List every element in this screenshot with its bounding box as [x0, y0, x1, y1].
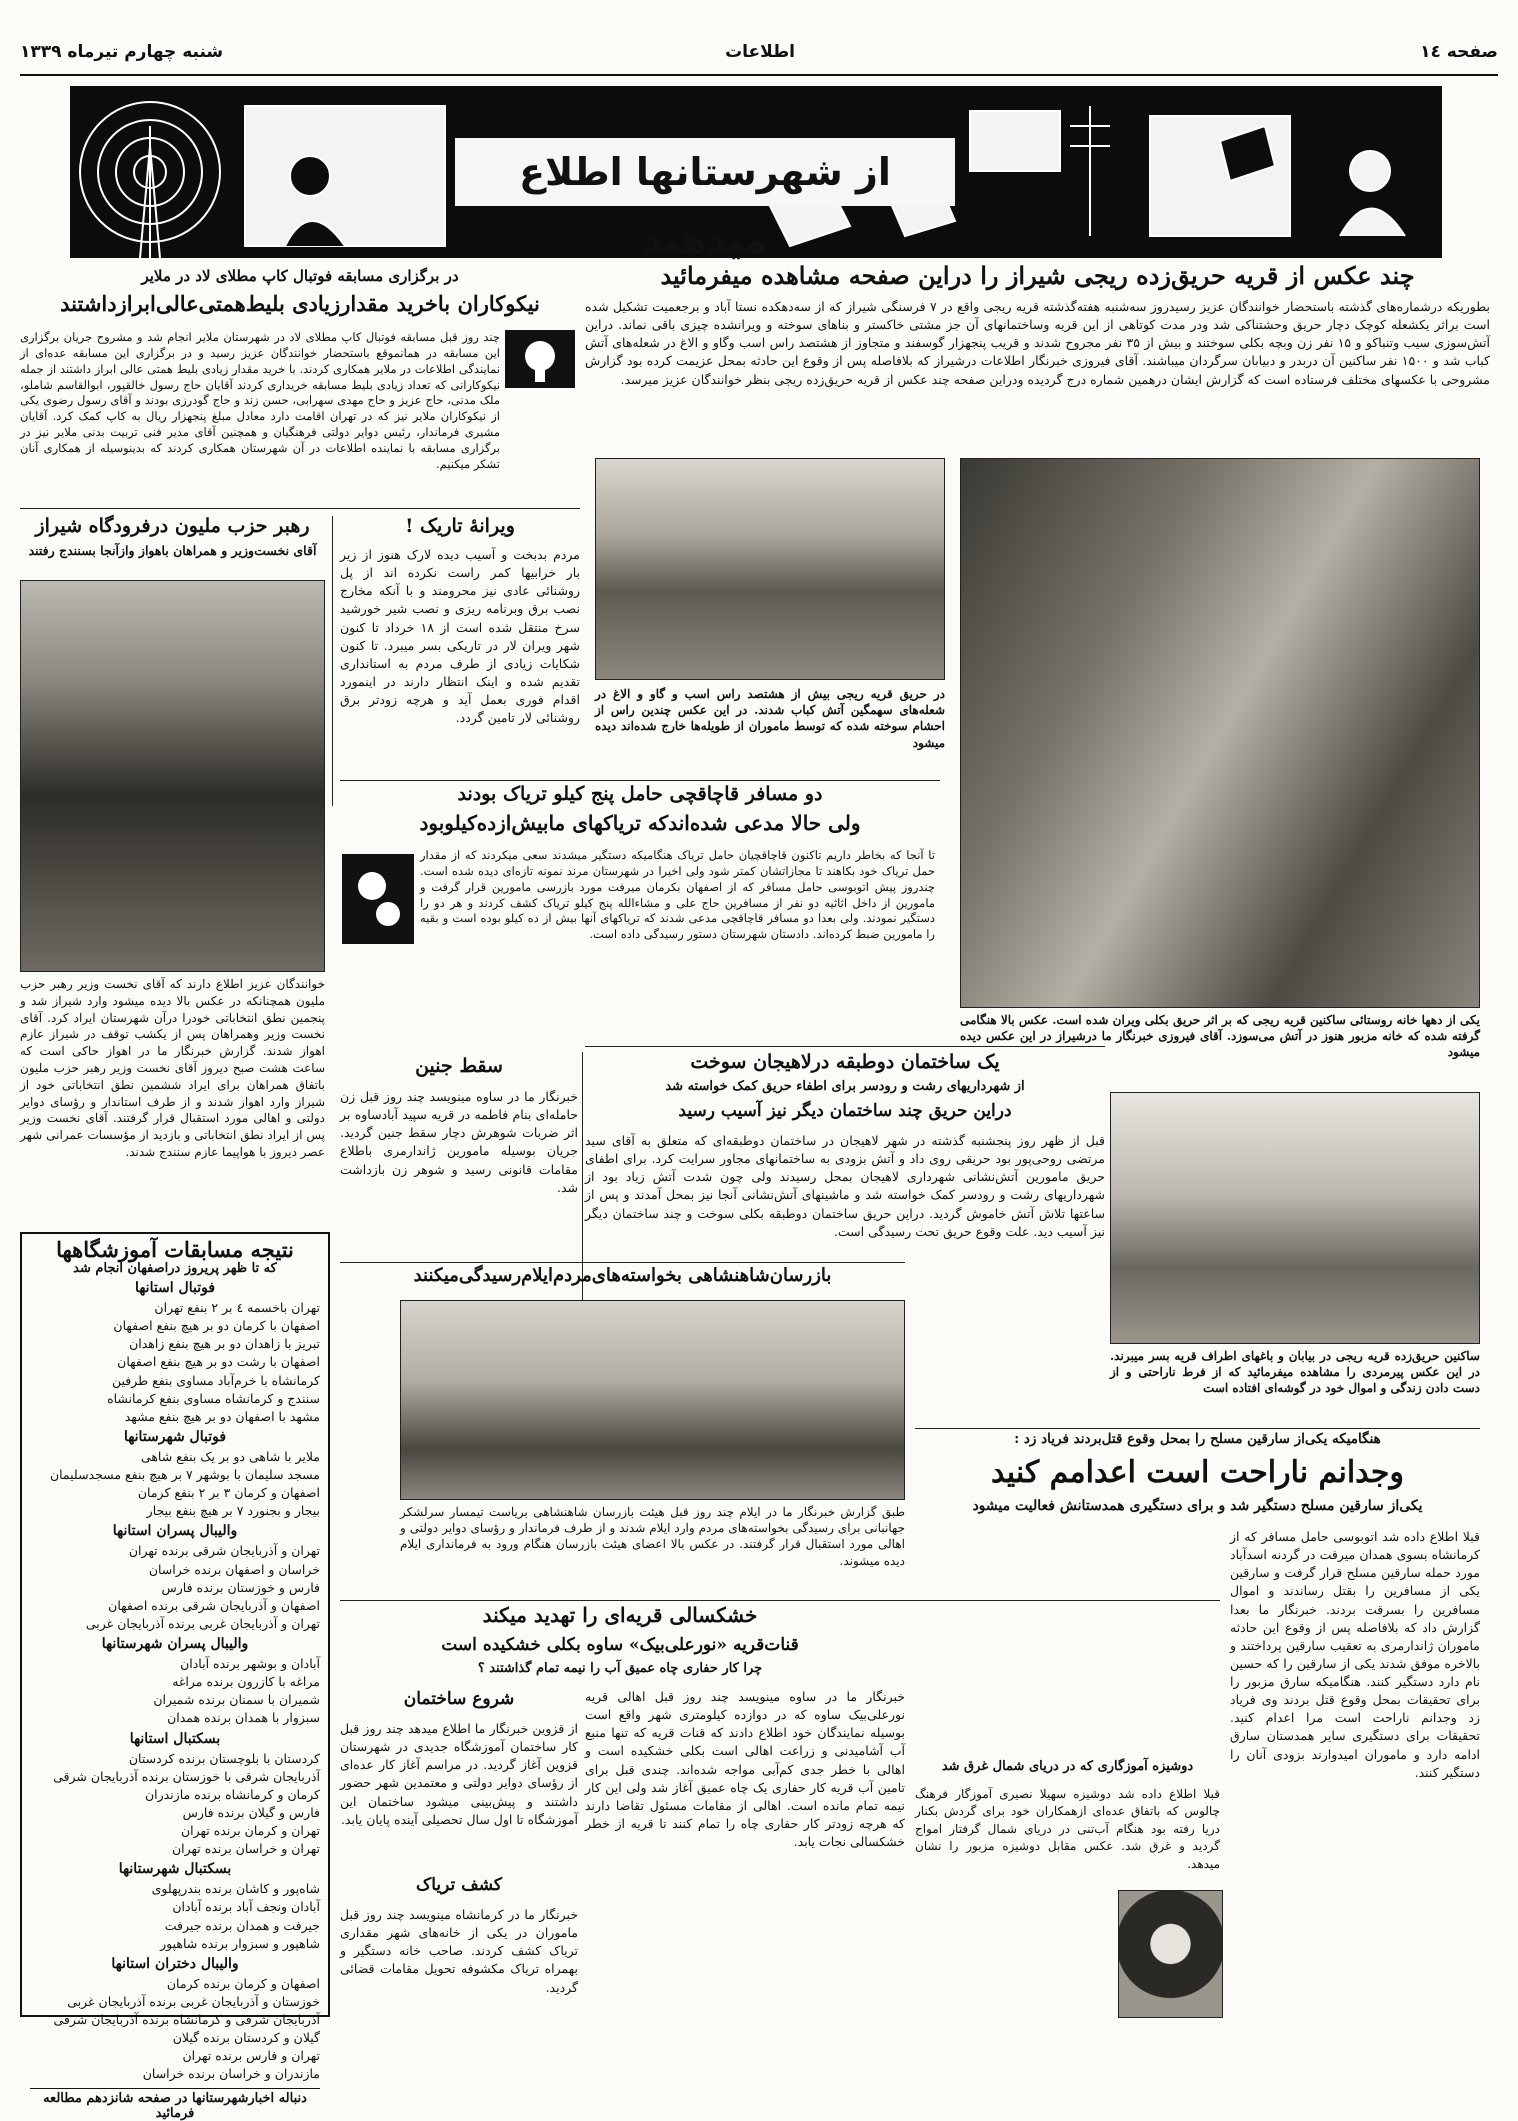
section-title: والیبال دختران استانها	[111, 1955, 239, 1972]
drowning-body: قبلا اطلاع داده شد دوشیزه سهیلا نصیری آموزگار فرهنگ چالوس که باتفاق عده‌ای ازهمکاران خود برای گردش بکنار دریا رفته بود هنگام آب‌تنی در دریای شمال گرفتار امواج گردید و غرق شد. عکس مقابل دوشیزه مزبور را نشان میدهد.	[915, 1787, 1220, 1871]
opium-cartoon	[342, 854, 414, 944]
cup-icon	[505, 330, 575, 388]
result-row: شاه‌پور و کاشان برنده بندرپهلوی	[151, 1881, 320, 1897]
drought-subhead-2: چرا کار حفاری چاه عمیق آب را نیمه تمام گذاشتند ؟	[477, 1661, 763, 1676]
result-row: اصفهان با کرمان دو بر هیچ بنفع اصفهان	[113, 1318, 320, 1334]
photo-ruined-house	[960, 458, 1480, 1008]
lahijan-headline: یک ساختمان دوطبقه درلاهیجان سوخت	[690, 1051, 1000, 1073]
section-title: بسکتبال شهرستانها	[118, 1861, 232, 1878]
photo-drowned-teacher	[1118, 1890, 1223, 2018]
divider	[340, 1262, 905, 1263]
construction-body: از قزوین خبرنگار ما اطلاع میدهد چند روز قبل کار ساختمان آموزشگاه جدیدی در شهرستان قزوین آغاز گردید. در مراسم آغاز کار عده‌ای از رؤسای دوایر دولتی و معتمدین شهر حضور داشتند و پیش‌بینی میشود ساختمان این آموزشگاه تا اول سال تحصیلی آینده پایان یابد.	[340, 1721, 578, 1827]
conscience-body: قبلا اطلاع داده شد اتوبوسی حامل مسافر که از کرمانشاه بسوی همدان میرفت در گردنه اسدآباد مورد حمله سارقین مسلح قرار گرفت و سارقین یکی از مسافرین را بقتل رساندند و اموال مسافرین را بسرقت بردند. خبرنگار ما بعدا گزارش داد که بلافاصله پس از وقوع این حادثه ماموران ژاندارمری به تعقیب سارقین پرداختند و بالاخره موفق شدند یکی از سارقین را که حسین نام دارد دستگیر کنند. هنگامیکه سارق مزبور را برای تحقیقات بمحل وقوع قتل بردند وی فریاد زد وجدانم ناراحت است مرا اعدام کنید. تحقیقات برای دستگیری سایر همدستان سارق ادامه دارد و ماموران امیدوارند بزودی آنان را دستگیر کنند.	[1230, 1529, 1480, 1780]
section-title: فوتبال شهرستانها	[123, 1428, 227, 1445]
result-row: خراسان و اصفهان برنده خراسان	[148, 1561, 320, 1577]
page-number: صفحه ١٤	[1420, 42, 1498, 62]
result-row: مراغه با کازرون برنده مراغه	[172, 1674, 320, 1690]
result-row: اصفهان با رشت دو بر هیچ بنفع اصفهان	[117, 1354, 320, 1370]
drought-subhead-1: قنات‌قریه «نورعلی‌بیک» ساوه بکلی خشکیده است	[441, 1635, 799, 1655]
lahijan-subhead-1: از شهرداریهای رشت و رودسر برای اطفاء حریق کمک خواسته شد	[665, 1079, 1025, 1094]
section-banner	[70, 86, 1442, 262]
result-row: آذربایجان شرقی با خوزستان برنده آذربایجان شرقی	[53, 1768, 320, 1784]
conscience-headline: وجدانم ناراحت است اعدامم کنید	[991, 1455, 1404, 1490]
divider	[340, 780, 940, 781]
pm-body: خوانندگان عزیز اطلاع دارند که آقای نخست وزیر رهبر حزب ملیون همچنانکه در عکس بالا دیده میشود وارد شیراز شد و پنجمین نطق انتخاباتی خودرا درآن شهرستان ایراد کرد. آقای نخست وزیر وهمراهان پس از یکشب توقف در شیراز عازم اهواز شدند. گزارش خبرنگار ما در اهواز حاکی است که ساعت هشت صبح دیروز آقای نخست وزیر رهبر حزب ملیون باتفاق همراهان برای ایراد ششمین نطق انتخاباتی خود از شیراز وارد اهواز شدند و از طرف استاندار و رؤسای دوایر دولتی و اهالی مورد استقبال قرار گرفتند. آقای نخست وزیر پس از ایراد نطق انتخاباتی و بازدید از مؤسسات عمرانی شهر عصر دیروز با هواپیما عازم سنندج شدند.	[20, 977, 325, 1159]
result-row: تهران باخسمه ٤ بر ٢ بنفع تهران	[154, 1300, 320, 1316]
caption-burned-livestock: در حریق قریه ریجی بیش از هشتصد راس اسب و گاو و الاغ در شعله‌های سهمگین آتش کباب شدند. در این عکس چندین راس از احشام سوخته شده که توسط ماموران از طویله‌ها خارج شده‌اند دیده میشود	[595, 687, 945, 750]
malayer-headline: نیکوکاران باخرید مقدارزیادی بلیط‌همتی‌عالی‌ابرازداشتند	[60, 291, 540, 316]
football-cup-logo	[505, 330, 575, 388]
result-row: سبزوار با همدان برنده همدان	[167, 1710, 320, 1726]
result-row: تبریز با زاهدان دو بر هیچ بنفع زاهدان	[129, 1336, 320, 1352]
result-row: تهران و آذربایجان شرقی برنده تهران	[128, 1543, 320, 1559]
result-row: تهران و خراسان برنده تهران	[171, 1841, 320, 1857]
result-row: اصفهان و کرمان برنده کرمان	[166, 1975, 320, 1991]
smugglers-kicker: دو مسافر قاچاقچی حامل پنج کیلو تریاک بودند	[457, 783, 823, 805]
conscience-kicker: هنگامیکه یکی‌از سارقین مسلح را بمحل وقوع قتل‌بردند فریاد زد :	[1014, 1431, 1381, 1447]
section-title: فوتبال استانها	[134, 1280, 216, 1297]
lahijan-subhead-2: دراین حریق چند ساختمان دیگر نیز آسیب رسید	[678, 1101, 1012, 1121]
school-matches-box	[20, 1232, 330, 2121]
result-row: اصفهان و آذربایجان شرقی برنده اصفهان	[108, 1597, 320, 1613]
result-row: مشهد با اصفهان دو بر هیچ بنفع مشهد	[124, 1408, 320, 1424]
smugglers-headline: ولی حالا مدعی شده‌اندکه تریاکهای مابیش‌ازده‌کیلوبود	[419, 811, 861, 835]
malayer-body: چند روز قبل مسابقه فوتبال کاپ مطلای لاد در شهرستان ملایر انجام شد و مشروح جریان برگزاری این مسابقه در همانموقع باستحضار خوانندگان عزیز رسید و در برگزاری این مسابقه عده‌ای از نمایندگی اطلاعات در ملایر همکاری کردند. با خرید مقدار زیادی بلیط همتی عالی ابراز داشتند از جمله نیکوکارانی که تعداد زیادی بلیط مسابقه خریداری کردند آقایان حاج رسول خالقپور، ابوالقاسم شاملو، ملک مدنی، حاج عزیز و حاج مهدی سهرابی، حسن زند و حاج گودرزی بودند و آقای رسول رضوی یکی از نیکوکاران ملایر نیز که در تهران اقامت دارد معادل مبلغ پنجهزار ریال به کاپ کمک کرد. آقایان مشیری فرماندار، رئیس دوایر دولتی فرهنگیان و همچنین آقای مدیر فنی تربیت بدنی ملایر نیز در برگزاری مسابقه با نماینده اطلاعات در آن شهرستان همکاری کردند که بدینوسیله از همکاری آنان تشکر میکنیم.	[20, 330, 500, 471]
caption-ruined-house: یکی از دهها خانه روستائی ساکنین قریه ریجی که بر اثر حریق بکلی ویران شده است. عکس بالا هنگامی گرفته شده که خانه مزبور هنوز در آتش می‌سوزد. آقای فیروزی خبرنگار ما درشیراز در این عکس دیده میشود	[960, 1013, 1480, 1060]
conscience-subhead: یکی‌از سارقین مسلح دستگیر شد و برای دستگیری همدستانش فعالیت میشود	[972, 1498, 1423, 1514]
divider	[585, 1046, 1105, 1047]
result-row: آبادان و بوشهر برنده آبادان	[180, 1656, 320, 1672]
result-row: کردستان با بلوچستان برنده کردستان	[128, 1750, 320, 1766]
result-row: فارس و گیلان برنده فارس	[182, 1804, 320, 1820]
result-row: شمیران با سمنان برنده شمیران	[153, 1692, 320, 1708]
ruin-headline: ویرانهٔ تاریک !	[405, 515, 515, 537]
caption-villagers-orchard: ساکنین حریق‌زده قریه ریجی در بیابان و باغهای اطراف قریه بسر میبرند. در این عکس پیرمردی را مشاهده میفرمائید که از فرط ناراحتی و از دست دادن زندگی و اموال خود در گوشه‌ای افتاده است	[1110, 1349, 1480, 1396]
result-row: مازندران و خراسان برنده خراسان	[142, 2066, 320, 2082]
result-row: تهران و فارس برنده تهران	[182, 2048, 320, 2064]
drowning-headline: دوشیزه آموزگاری که در دریای شمال غرق شد	[941, 1759, 1194, 1774]
result-row: تهران و آذربایجان غربی برنده آذربایجان غربی	[85, 1615, 320, 1631]
result-row: کرمان و کرمانشاه برنده مازندران	[144, 1786, 320, 1802]
paper-name: اطلاعات	[725, 42, 795, 62]
divider	[20, 508, 580, 509]
result-row: فارس و خوزستان برنده فارس	[161, 1579, 320, 1595]
result-row: بیجار و بجنورد ٧ بر هیچ بنفع بیجار	[146, 1503, 320, 1519]
opium-find-headline: کشف تریاک	[415, 1875, 502, 1895]
drought-headline: خشکسالی قریه‌ای را تهدید میکند	[482, 1603, 758, 1627]
result-row: ملایر با شاهی دو بر یک بنفع شاهی	[140, 1448, 320, 1464]
result-row: مسجد سلیمان با بوشهر ٧ بر هیچ بنفع مسجدسلیمان	[49, 1467, 320, 1483]
divider	[340, 1600, 1220, 1601]
photo-burned-livestock	[595, 458, 945, 680]
result-row: کرمانشاه با خرم‌آباد مساوی بنفع طرفین	[112, 1372, 320, 1388]
continued-note: دنباله اخبارشهرستانها در صفحه شانزدهم مطالعه فرمائید	[30, 2088, 320, 2121]
photo-ilam-inspectors	[400, 1300, 905, 1500]
opium-icon	[342, 854, 414, 944]
issue-date: شنبه چهارم تیرماه ١٣٣٩	[20, 42, 224, 62]
section-title: بسکتبال استانها	[129, 1730, 221, 1747]
result-row: گیلان و کردستان برنده گیلان	[172, 2030, 320, 2046]
section-title: والیبال پسران شهرستانها	[101, 1636, 249, 1653]
school-matches-headline: نتیجه مسابقات آموزشگاهها	[56, 1237, 294, 1262]
photo-villagers-orchard	[1110, 1092, 1480, 1344]
shiraz-fire-headline: چند عکس از قریه حریق‌زده ریجی شیراز را دراین صفحه مشاهده میفرمائید	[660, 261, 1415, 290]
ilam-headline: بازرسان‌شاهنشاهی بخواسته‌های‌مردم‌ایلام‌رسیدگی‌میکنند	[413, 1265, 832, 1286]
malayer-kicker: در برگزاری مسابقه فوتبال کاپ مطلای لاد در ملایر	[141, 267, 459, 285]
result-row: سنندج و کرمانشاه مساوی بنفع کرمانشاه	[107, 1390, 320, 1406]
opium-find-body: خبرنگار ما در کرمانشاه مینویسد چند روز قبل ماموران در یکی از خانه‌های شهر مقداری تریاک کشف کردند. صاحب خانه دستگیر و بهمراه تریاک مکشوفه تحویل مقامات قضائی گردید.	[340, 1907, 578, 1995]
shiraz-fire-body: بطوریکه درشماره‌های گذشته باستحضار خوانندگان عزیز رسیدروز سه‌شنبه هفته‌گذشته قریه ریجی واقع در ٧ فرسنگی شیراز که از سه‌دهکده نستا آباد و برجعمیت تشکیل شده است براثر یکشعله کوچک دچار حریق وحشتناکی شد ودر مدت کوتاهی از این قریه وساختمانهای آن جز مشتی خاکستر و بناهای سوخته و ویرانشده چیزی باقی نماند. دراین آتش‌سوزی سیب وتنباکو و ١۵ نفر زن وبچه بکلی سوختند و بیش از ٣۵ نفر مجروح شدند و قریب پنجهزار گوسفند و متجاوز از هشتصد راس اسب وگاو و الاغ در شعله‌های آتش کباب شد و ۱۵۰۰ نفر ساکنین آن دربدر و دبیابان سرگردان میباشند. آقای فیروزی خبرنگار اطلاعات درشیراز که بلافاصله پس از وقوع این حادثه بمحل عزیمت کرده بود گزارش مشروحی با عکسهای مختلف فرستاده است که گزارش ایشان درهمین شماره درج گردیده ودراین صفحه چند عکس از قریه حریق‌زده ریجی بنظر خوانندگان عزیز میرسد.	[585, 299, 1490, 387]
folio-rule	[20, 74, 1498, 76]
result-row: جیرفت و همدان برنده جیرفت	[164, 1917, 320, 1933]
divider	[915, 1428, 1480, 1429]
banner-title: از شهرستانها اطلاع میدهند	[519, 150, 891, 262]
result-row: شاهپور و سبزوار برنده شاهپور	[160, 1935, 320, 1951]
drought-body: خبرنگار ما در ساوه مینویسد چند روز قبل اهالی قریه نورعلی‌بیک ساوه که در دوازده کیلومتری شهر واقع است بوسیله نمایندگان خود اطلاع دادند که قنات قریه که تنها منبع آب آشامیدنی و زراعت اهالی است بکلی خشکیده است و اهالی با خطر جدی کم‌آبی مواجه شده‌اند. چندی قبل برای تامین آب قریه کار حفاری یک چاه عمیق آغاز شد ولی این کار نیمه تمام مانده است. اهالی از مقامات مسئول تقاضا دارند که هرچه زودتر کار حفاری چاه را تمام کنند تا قریه از خطر خشکسالی نجات یابد.	[585, 1689, 905, 1849]
ruin-body: مردم بدبخت و آسیب دیده لارک هنوز از زیر بار خرابیها کمر راست نکرده اند از پل روشنائی عادی نیز محرومند و با آنکه مخارج نصب برق وبرنامه ریزی و نصب شیر خورشید سرخ منتقل شده است از ١٨ خرداد تا کنون شهر ویران لار در تاریکی بسر میبرد. تا کنون شکایات زیادی از طرف مردم به استانداری تقدیم شده و اینک انتظار دارند در اینمورد اقدام فوری بعمل آید و هرچه زودتر برق روشنائی لار تامین گردد.	[340, 547, 580, 726]
smugglers-body: تا آنجا که بخاطر داریم تاکنون قاچاقچیان حامل تریاک هنگامیکه دستگیر میشدند سعی میکردند که از مقدار حمل تریاک خود بکاهند تا مجازاتشان کمتر شود ولی اخیرا در شهرستان مرند نمونه تازه‌ای دیده شده است. چندروز پیش اتوبوسی حامل مسافر که از اصفهان بکرمان میرفت مورد بازرسی مامورین قرار گرفت و مامورین از داخل اثاثیه دو نفر از مسافرین حاج علی و مشاءالله پنج کیلو تریاک کشف کردند و هر دو را دستگیر نمودند. ولی بعدا دو مسافر قاچاقچی مدعی شدند که تریاکهای آنها بیش از ده کیلو بوده است و بقیه را مامورین ضبط کرده‌اند. دادستان شهرستان دستور رسیدگی داده است.	[420, 848, 935, 942]
pm-subhead: آقای نخست‌وزیر و همراهان باهواز وازآنجا بسنندج رفتند	[28, 543, 317, 558]
ilam-caption: طبق گزارش خبرنگار ما در ایلام چند روز قبل هیئت بازرسان شاهنشاهی بریاست تیمسار سرلشکر جهانبانی برای رسیدگی بخواسته‌های مردم وارد ایلام شدند و از طرف فرماندار و رؤسای دوایر دولتی و اهالی مورد استقبال قرار گرفتند. در عکس بالا اعضای هیئت بازرسان هنگام ورود به فرمانداری ایلام دیده میشوند.	[400, 1505, 905, 1568]
lahijan-body: قبل از ظهر روز پنجشنبه گذشته در شهر لاهیجان در ساختمان دوطبقه‌ای که متعلق به آقای سید مرتضی روحی‌پور بود حریقی روی داد و آتش بزودی به ساختمانهای مجاور سرایت کرد. برای اطفای حریق مامورین آتش‌نشانی شهرداری لاهیجان بمحل رسیدند ولی چون شدت آتش زیاد بود از شهرداریهای رشت و رودسر کمک خواسته شد و ماشینهای آتش‌نشانی آنجا نیز بمحل آمدند و پس از ساعتها تلاش آتش خاموش گردید. دراین حریق ساختمان دوطبقه بکلی سوخت و چند ساختمان دیگر نیز آسیب دید. علت وقوع حریق تحت رسیدگی است.	[585, 1133, 1105, 1239]
result-row: تهران و کرمان برنده تهران	[180, 1823, 320, 1839]
school-matches-subhead: که تا ظهر پریروز دراصفهان انجام شد	[73, 1261, 277, 1277]
pm-headline: رهبر حزب ملیون درفرودگاه شیراز	[35, 515, 310, 537]
photo-pm-airport	[20, 580, 325, 972]
miscarriage-body: خبرنگار ما در ساوه مینویسد چند روز قبل زن حامله‌ای بنام فاطمه در قریه سپید آبادساوه بر اثر ضربات شوهرش دچار سقط جنین گردید. جریان بوسیله مامورین ژاندارمری باطلاع مقامات قانونی رسید و شوهر زن بازداشت شد.	[340, 1089, 578, 1195]
result-row: آبادان ونجف آباد برنده آبادان	[172, 1899, 320, 1915]
construction-headline: شروع ساختمان	[403, 1689, 515, 1709]
result-row: آذربایجان شرقی و کرمانشاه برنده آذربایجان شرقی	[53, 2012, 320, 2028]
result-row: اصفهان و کرمان ٣ بر ٢ بنفع کرمان	[137, 1485, 320, 1501]
miscarriage-headline: سقط جنین	[415, 1055, 503, 1077]
divider	[332, 516, 333, 806]
section-title: والیبال پسران استانها	[112, 1523, 238, 1540]
result-row: خوزستان و آذربایجان غربی برنده آذربایجان غربی	[67, 1993, 320, 2009]
